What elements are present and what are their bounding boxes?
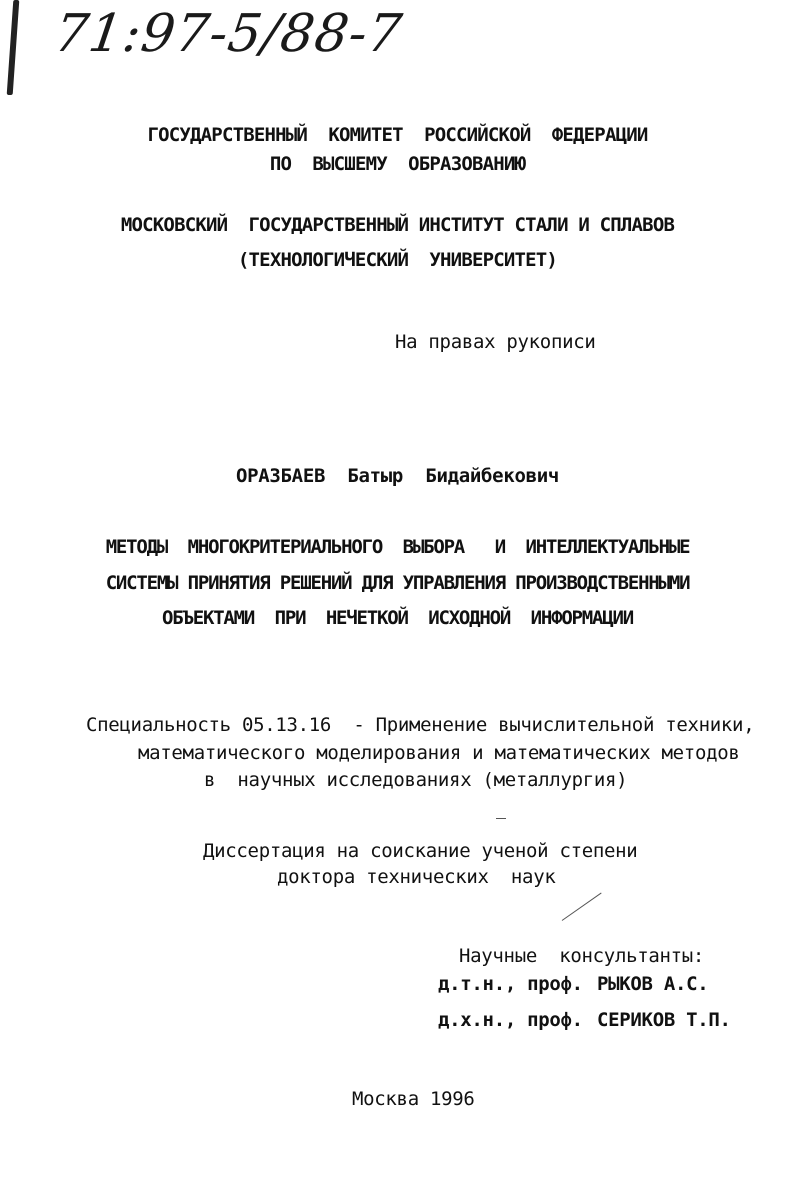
dissertation-title-line-2: СИСТЕМЫ ПРИНЯТИЯ РЕШЕНИЙ ДЛЯ УПРАВЛЕНИЯ ПРОИЗВОДСТВЕННЫМИ (105, 572, 690, 594)
header-institute: МОСКОВСКИЙ ГОСУДАРСТВЕННЫЙ ИНСТИТУТ СТАЛИ И СПЛАВОВ (120, 214, 675, 236)
place-year: Москва 1996 (352, 1088, 475, 1110)
consultant-degree-2: д.х.н., проф. (438, 1009, 583, 1031)
margin-mark (7, 0, 20, 95)
author-name: ОРАЗБАЕВ Батыр Бидайбекович (235, 465, 560, 487)
specialty-line-2: математического моделирования и математических методов (138, 742, 740, 764)
consultant-degree-1: д.т.н., проф. (438, 973, 583, 995)
specialty-line-3: в научных исследованиях (металлургия) (204, 769, 628, 791)
consultants-heading: Научные консультанты: (459, 945, 705, 967)
scan-artifact (496, 818, 506, 819)
consultant-name-1: РЫКОВ А.С. (597, 973, 709, 995)
header-higher-education: ПО ВЫСШЕМУ ОБРАЗОВАНИЮ (269, 153, 526, 175)
rights-note: На правах рукописи (395, 331, 596, 353)
header-committee: ГОСУДАРСТВЕННЫЙ КОМИТЕТ РОССИЙСКОЙ ФЕДЕРАЦИИ (147, 124, 648, 146)
pen-stroke (562, 893, 602, 921)
dissertation-title-line-1: МЕТОДЫ МНОГОКРИТЕРИАЛЬНОГО ВЫБОРА И ИНТЕЛЛЕКТУАЛЬНЫЕ (105, 536, 690, 558)
specialty-line-1: Специальность 05.13.16 - Применение вычислительной техники, (86, 714, 755, 736)
archive-mark: 71:97-5/88-7 (50, 4, 407, 64)
header-university: (ТЕХНОЛОГИЧЕСКИЙ УНИВЕРСИТЕТ) (237, 249, 558, 271)
dissertation-title-line-3: ОБЪЕКТАМИ ПРИ НЕЧЕТКОЙ ИСХОДНОЙ ИНФОРМАЦИИ (162, 607, 633, 629)
degree-line-2: доктора технических наук (277, 866, 556, 888)
degree-line-1: Диссертация на соискание ученой степени (203, 840, 638, 862)
consultant-name-2: СЕРИКОВ Т.П. (597, 1009, 731, 1031)
